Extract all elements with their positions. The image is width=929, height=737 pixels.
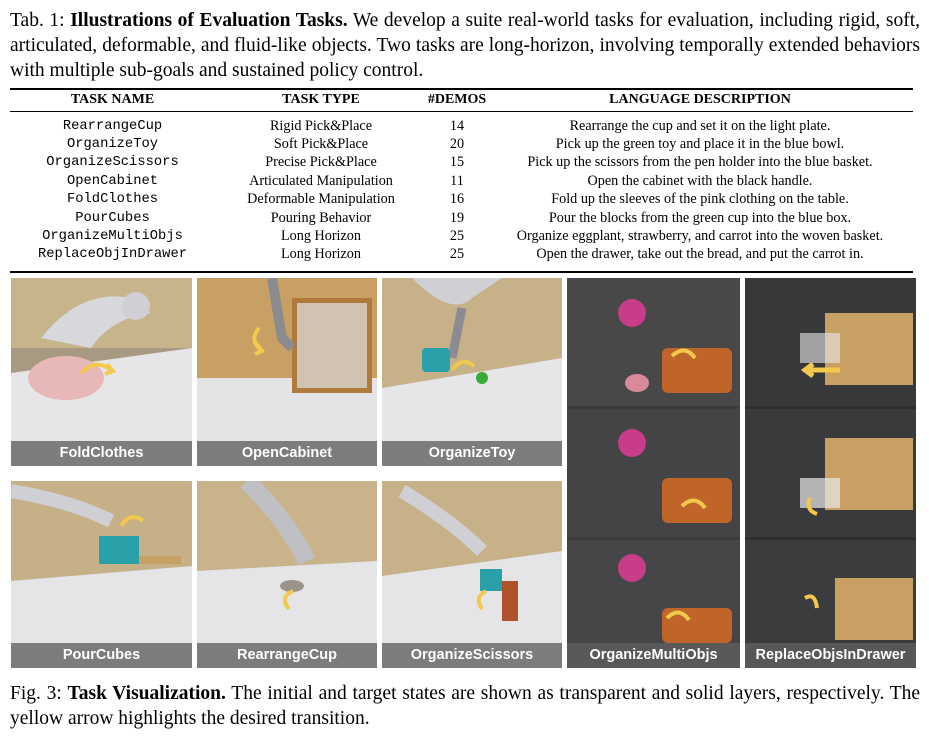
figure-caption-text: The initial and target states are shown as transparent and solid layers, respectively. The yellow arrow highlights the desired transition. [10, 683, 921, 729]
table-row [10, 135, 913, 153]
organize-scissors-scene [382, 481, 562, 668]
panel-organize-scissors [382, 481, 562, 668]
table-row [10, 246, 913, 264]
demos-cell: 11 [450, 172, 464, 189]
task-name-cell: FoldClothes [66, 192, 159, 208]
panel-label: ReplaceObjsInDrawer [745, 643, 916, 668]
table-row [10, 154, 913, 172]
panel-label: FoldClothes [11, 441, 192, 466]
description-cell: Fold up the sleeves of the pink clothing on the table. [551, 191, 849, 208]
demos-cell: 15 [449, 154, 465, 171]
panel-replace-objs-in-drawer [745, 278, 916, 668]
task-name-cell: ReplaceObjInDrawer [37, 247, 188, 263]
header-demos: #DEMOS [427, 92, 487, 107]
description-cell: Open the drawer, take out the bread, and put the carrot in. [536, 246, 864, 263]
task-type-cell: Long Horizon [281, 246, 361, 263]
panel-label: OrganizeToy [382, 441, 562, 466]
panel-rearrange-cup [197, 481, 377, 668]
task-type-cell: Long Horizon [281, 228, 361, 245]
table-row [10, 111, 913, 135]
rearrange-cup-scene [197, 481, 377, 668]
task-type-cell: Deformable Manipulation [247, 191, 395, 208]
table-header-row [10, 89, 913, 111]
task-type-cell: Pouring Behavior [270, 209, 372, 226]
table-row [10, 209, 913, 227]
replace-objs-in-drawer-scene [745, 278, 916, 668]
organize-toy-scene [382, 278, 562, 466]
table-row [10, 172, 913, 190]
panel-organize-toy [382, 278, 562, 466]
task-name-cell: OrganizeScissors [46, 155, 179, 171]
panel-label: RearrangeCup [197, 643, 377, 668]
description-cell: Rearrange the cup and set it on the light plate. [569, 117, 831, 134]
task-type-cell: Precise Pick&Place [265, 154, 377, 171]
description-cell: Pour the blocks from the green cup into the blue box. [548, 209, 852, 226]
panel-fold-clothes [11, 278, 192, 466]
header-language-description: LANGUAGE DESCRIPTION [609, 92, 791, 107]
description-cell: Pick up the scissors from the pen holder into the blue basket. [527, 154, 873, 171]
organize-multi-objs-scene [567, 278, 740, 668]
panel-open-cabinet [197, 278, 377, 466]
panel-pour-cubes [11, 481, 192, 668]
panel-label: OpenCabinet [197, 441, 377, 466]
fold-clothes-scene [11, 278, 192, 466]
task-type-cell: Soft Pick&Place [273, 136, 369, 153]
description-cell: Pick up the green toy and place it in the blue bowl. [555, 136, 845, 153]
demos-cell: 25 [449, 246, 465, 263]
description-cell: Organize eggplant, strawberry, and carrot into the woven basket. [516, 228, 884, 245]
pour-cubes-scene [11, 481, 192, 668]
task-name-cell: PourCubes [75, 210, 150, 226]
demos-cell: 14 [449, 117, 465, 134]
task-name-cell: OpenCabinet [66, 173, 159, 189]
header-task-name: TASK NAME [70, 92, 155, 107]
table-caption-prefix: Tab. 1: [10, 10, 65, 31]
figure-caption-title: Task Visualization. [67, 683, 226, 704]
table-caption-title: Illustrations of Evaluation Tasks. [70, 10, 348, 31]
panel-label: OrganizeScissors [382, 643, 562, 668]
figure-caption-prefix: Fig. 3: [10, 683, 62, 704]
task-type-cell: Rigid Pick&Place [269, 117, 373, 134]
table-caption [10, 8, 920, 83]
table-row [10, 227, 913, 245]
header-task-type: TASK TYPE [282, 92, 360, 107]
demos-cell: 16 [449, 191, 465, 208]
task-name-cell: OrganizeToy [66, 137, 159, 153]
open-cabinet-scene [197, 278, 377, 466]
demos-cell: 19 [449, 209, 465, 226]
panel-label: PourCubes [11, 643, 192, 668]
table-caption-text: We develop a suite real-world tasks for evaluation, including rigid, soft, articulated, deformable, and fluid-like objects. Two tasks are long-horizon, involving temporally extended behaviors with multiple sub-goals and sustained policy control. [10, 10, 920, 81]
panel-label: OrganizeMultiObjs [567, 643, 740, 668]
figure-caption [10, 681, 920, 731]
task-name-cell: OrganizeMultiObjs [42, 229, 183, 245]
description-cell: Open the cabinet with the black handle. [587, 172, 813, 189]
demos-cell: 25 [449, 228, 465, 245]
demos-cell: 20 [449, 136, 465, 153]
task-type-cell: Articulated Manipulation [249, 172, 393, 189]
tasks-table [10, 89, 913, 264]
panel-organize-multi-objs [567, 278, 740, 668]
table-row [10, 191, 913, 209]
table-bottom-rule [10, 271, 913, 273]
task-name-cell: RearrangeCup [62, 118, 163, 134]
